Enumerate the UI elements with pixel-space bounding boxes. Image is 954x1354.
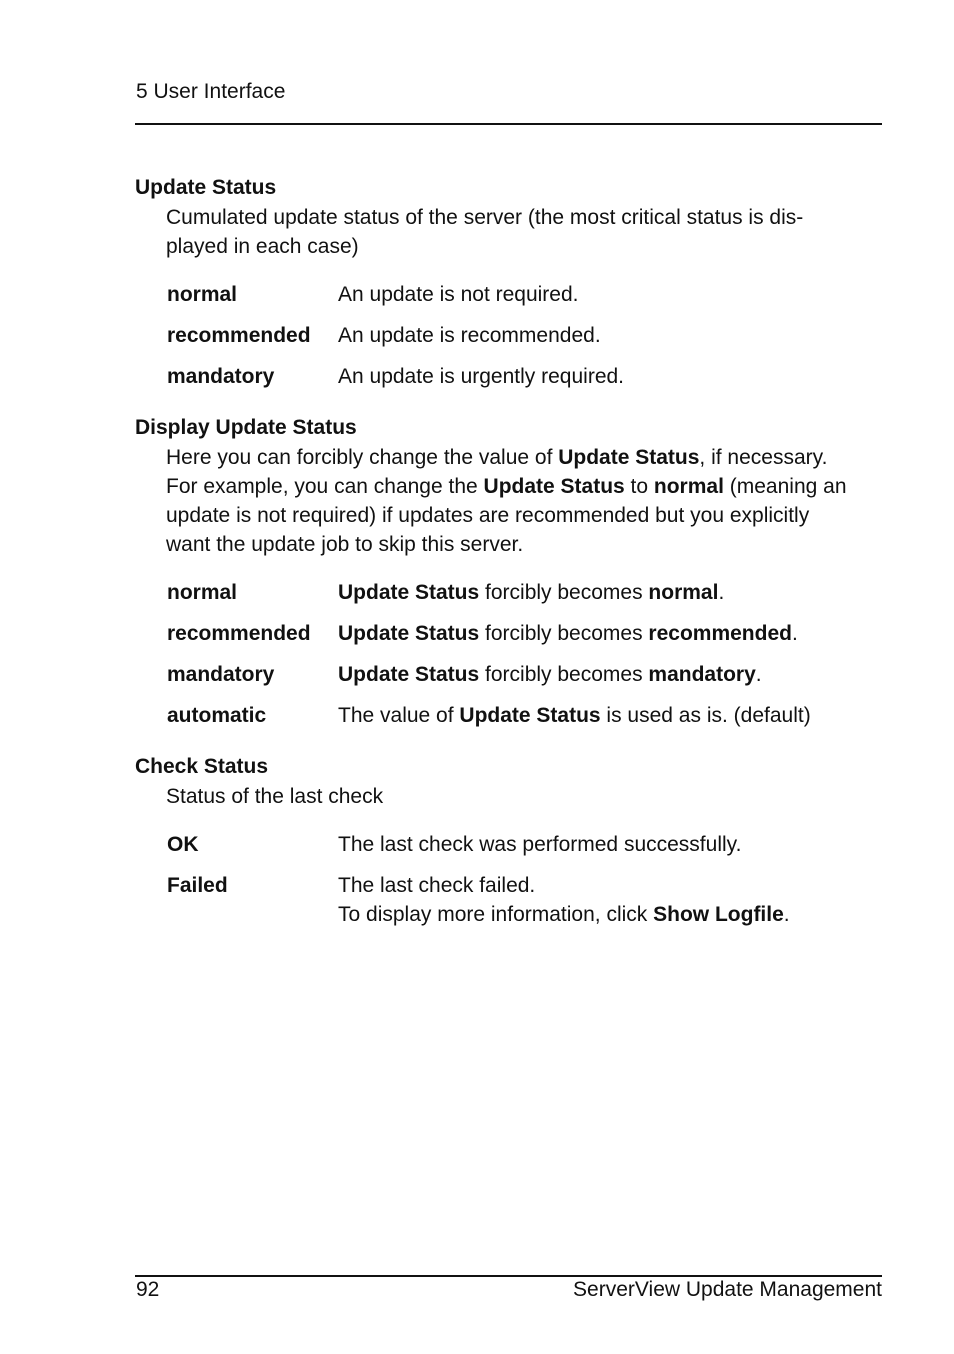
section-heading: Update Status	[135, 176, 277, 199]
text: (meaning an	[723, 475, 847, 498]
text: .	[755, 663, 762, 686]
section-check-status	[135, 753, 882, 929]
show-logfile-label: Show Logfile	[653, 903, 784, 926]
text: .	[718, 581, 725, 604]
term: recommended	[167, 324, 311, 347]
bold-term: Update Status	[338, 622, 480, 645]
term-table	[167, 578, 882, 730]
table-row	[167, 701, 882, 730]
section-update-status	[135, 174, 882, 391]
text: forcibly becomes	[479, 581, 649, 604]
text: To display more information, click	[338, 903, 654, 926]
description-line-2: played in each case)	[166, 235, 359, 258]
text: The value of	[338, 704, 460, 727]
text: want the update job to skip this server.	[166, 533, 524, 556]
text: is used as is. (default)	[600, 704, 811, 727]
bold-term: normal	[648, 581, 719, 604]
description-line-1: Cumulated update status of the server (the most critical status is dis-	[166, 206, 804, 229]
footer-product-name: ServerView Update Management	[573, 1278, 882, 1301]
text: .	[783, 903, 790, 926]
header-rule	[135, 123, 882, 125]
text: .	[791, 622, 798, 645]
term: mandatory	[167, 663, 275, 686]
table-row	[167, 871, 882, 929]
bold-term: Update Status	[558, 446, 700, 469]
text: For example, you can change the	[166, 475, 484, 498]
text: Here you can forcibly change the value of	[166, 446, 559, 469]
bold-term: Update Status	[459, 704, 601, 727]
page-content	[135, 174, 882, 952]
definition	[338, 660, 882, 689]
text: forcibly becomes	[479, 663, 649, 686]
section-heading: Check Status	[135, 755, 269, 778]
definition: An update is recommended.	[338, 324, 601, 347]
running-header: 5 User Interface	[136, 80, 286, 103]
table-row	[167, 619, 882, 648]
section-heading: Display Update Status	[135, 416, 357, 439]
table-row	[167, 660, 882, 689]
bold-term: normal	[653, 475, 724, 498]
bold-term: Update Status	[483, 475, 625, 498]
bold-term: recommended	[648, 622, 792, 645]
table-row	[167, 362, 882, 391]
section-description	[166, 443, 882, 559]
term: normal	[167, 581, 238, 604]
table-row	[167, 321, 882, 350]
definition	[338, 619, 882, 648]
page-number: 92	[136, 1278, 160, 1301]
table-row	[167, 830, 882, 859]
table-row	[167, 578, 882, 607]
definition: An update is not required.	[338, 283, 579, 306]
definition: An update is urgently required.	[338, 365, 625, 388]
definition	[338, 871, 882, 929]
text: , if necessary.	[699, 446, 828, 469]
term: recommended	[167, 622, 311, 645]
term: automatic	[167, 704, 267, 727]
term: mandatory	[167, 365, 275, 388]
text: The last check failed.	[338, 874, 536, 897]
term-table	[167, 830, 882, 929]
text: forcibly becomes	[479, 622, 649, 645]
text: to	[624, 475, 654, 498]
definition: The last check was performed successfully.	[338, 833, 742, 856]
section-display-update-status	[135, 414, 882, 730]
bold-term: mandatory	[648, 663, 756, 686]
bold-term: Update Status	[338, 581, 480, 604]
term-table	[167, 280, 882, 391]
section-description	[166, 203, 882, 261]
term: Failed	[167, 874, 228, 897]
definition	[338, 578, 882, 607]
table-row	[167, 280, 882, 309]
bold-term: Update Status	[338, 663, 480, 686]
section-description: Status of the last check	[166, 785, 384, 808]
definition	[338, 701, 882, 730]
text: update is not required) if updates are recommended but you explicitly	[166, 504, 810, 527]
term: OK	[167, 833, 199, 856]
term: normal	[167, 283, 238, 306]
